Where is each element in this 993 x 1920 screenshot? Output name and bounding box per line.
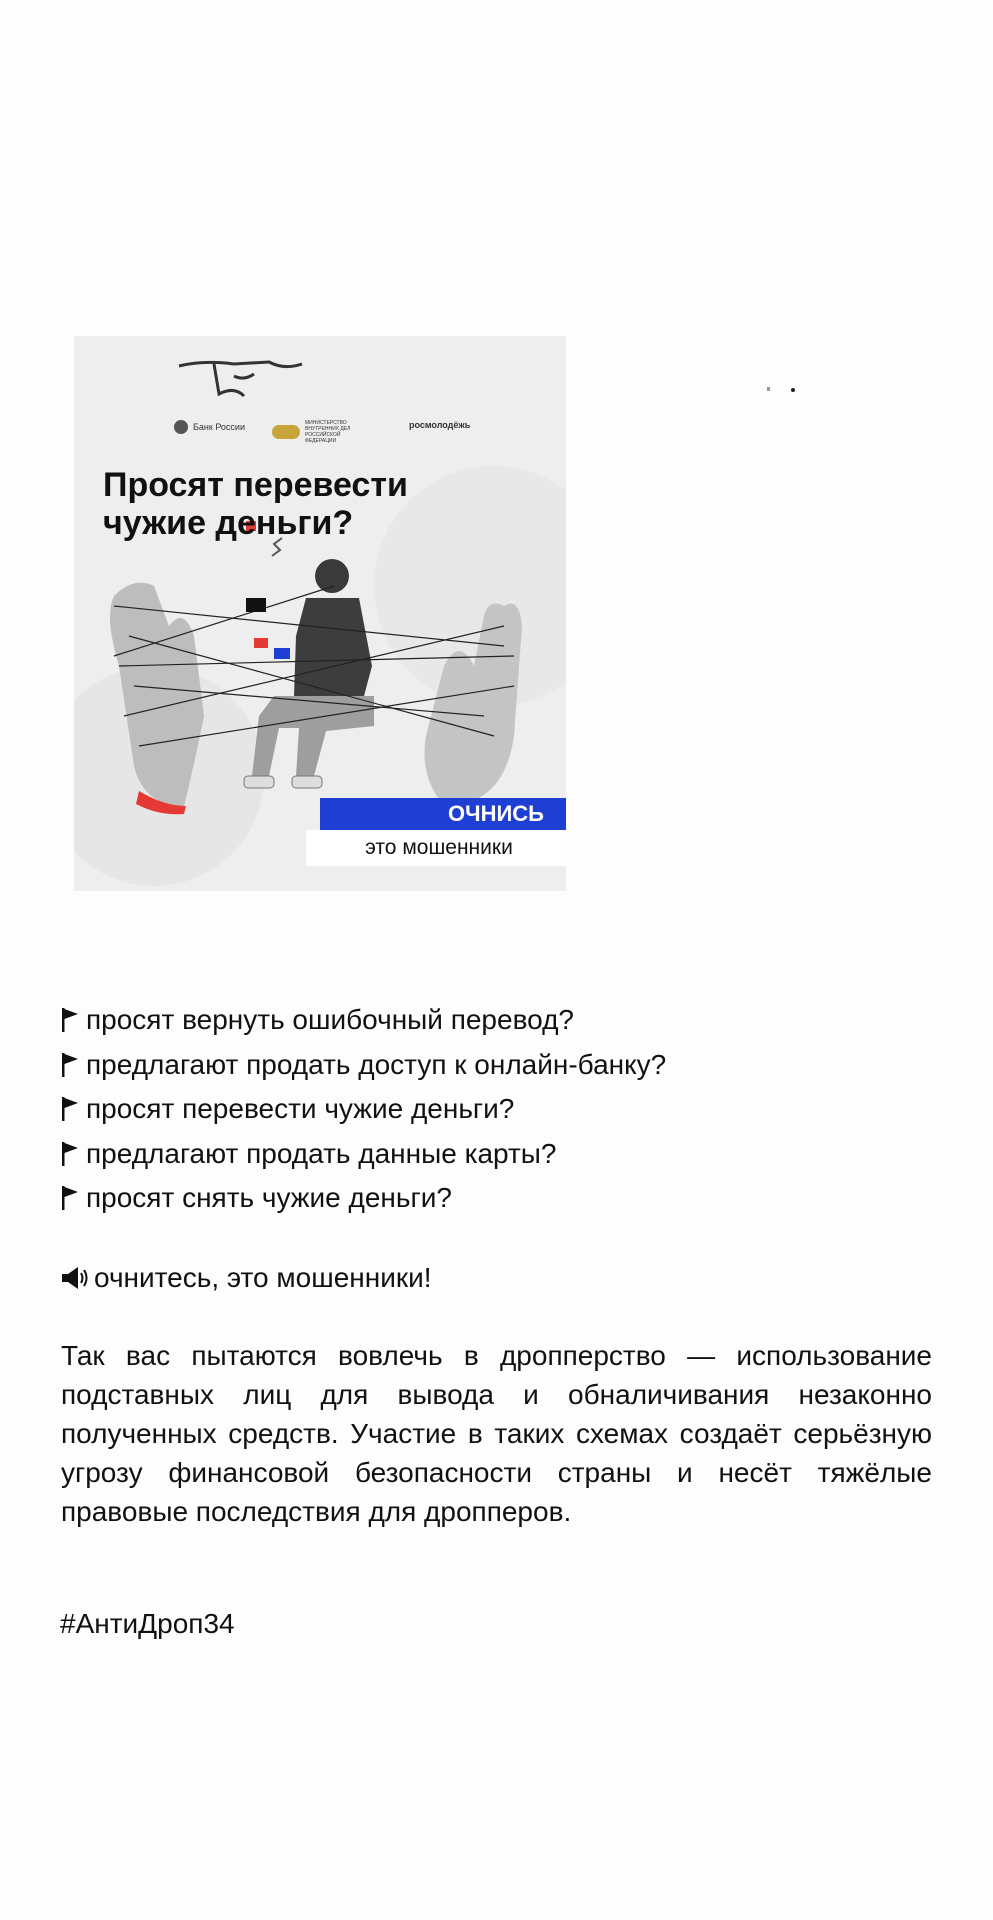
alarm-text: очнитесь, это мошенники! [94, 1262, 432, 1293]
flag-icon [60, 1096, 80, 1122]
mvd-logo [272, 420, 365, 444]
list-item [60, 1087, 666, 1132]
poster-title-line-2: чужие деньги? [103, 504, 354, 542]
poster-image [74, 336, 566, 891]
flag-icon [60, 1007, 80, 1033]
list-item-text: просят снять чужие деньги? [86, 1182, 452, 1214]
hashtag[interactable]: #АнтиДроп34 [60, 1608, 235, 1639]
mvd-emblem-icon [272, 425, 300, 439]
scribble-decoration [174, 356, 304, 401]
list-item-text: предлагают продать данные карты? [86, 1137, 557, 1169]
list-item-text: просят перевести чужие деньги? [86, 1093, 515, 1125]
list-item-text: просят вернуть ошибочный перевод? [86, 1004, 575, 1036]
list-item [60, 1132, 666, 1177]
flag-icon [60, 1052, 80, 1078]
poster-title-line-1: Просят перевести [103, 466, 408, 504]
partner-logos [174, 420, 474, 444]
poster-badge: ОЧНИСЬ [320, 798, 566, 830]
rosmolodezh-logo [409, 420, 470, 430]
alarm-line [60, 1262, 432, 1294]
mvd-name: МИНИСТЕРСТВО ВНУТРЕННИХ ДЕЛ РОССИЙСКОЙ ФЕДЕРАЦИИ [305, 420, 351, 444]
bank-name: Банк России [193, 422, 245, 432]
body-paragraph: Так вас пытаются вовлечь в дропперство — использование подставных лиц для вывода и обналичивания незаконно полученных средств. Участие в таких схемах создаёт серьёзную угрозу финансовой безопасности страны и несёт тяжёлые правовые последствия для дропперов. [61, 1340, 932, 1527]
list-item [60, 1043, 666, 1088]
bank-russia-logo [174, 420, 245, 434]
stray-dot [791, 388, 795, 392]
list-item [60, 1176, 666, 1221]
warning-list [60, 998, 666, 1221]
rosmolodezh-name: росмолодёжь [409, 420, 471, 430]
flag-icon [60, 1185, 80, 1211]
list-item [60, 998, 666, 1043]
poster-title [103, 466, 503, 542]
bank-emblem-icon [174, 420, 188, 434]
megaphone-icon [60, 1264, 92, 1292]
flag-icon [60, 1141, 80, 1167]
poster-badge-sub: это мошенники [306, 830, 566, 866]
stray-mark [767, 387, 770, 391]
list-item-text: предлагают продать доступ к онлайн-банку? [86, 1048, 667, 1080]
